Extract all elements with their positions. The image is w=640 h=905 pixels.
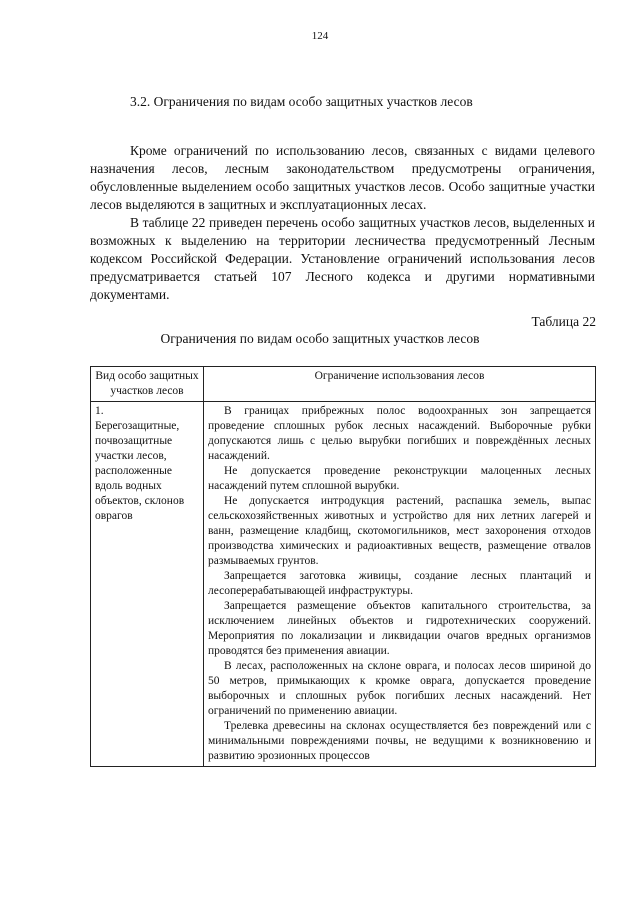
section-heading: 3.2. Ограничения по видам особо защитных участков лесов xyxy=(130,94,473,109)
type-number: 1. xyxy=(95,405,104,417)
table-header-row xyxy=(91,367,596,402)
body-paragraph: Кроме ограничений по использованию лесов, связанных с видами целевого назначения лесов, лесным законодательством предусмотрены ограничения, обусловленные выделением особо защитных участков лесов. Особо защитные участки лесов выделяются в защитных и эксплуатационных лесах. xyxy=(90,143,595,212)
page-number: 124 xyxy=(311,30,329,42)
restriction-paragraph: Запрещается заготовка живицы, создание лесных плантаций и лесоперерабатывающей инфраструктуры. xyxy=(208,570,591,597)
restriction-paragraph: Запрещается размещение объектов капитального строительства, за исключением линейных объектов и гидротехнических сооружений. Мероприятия по локализации и ликвидации очагов вредных организмов проводятся без применения авиации. xyxy=(208,600,591,657)
table-label: Таблица 22 xyxy=(531,314,596,329)
restriction-paragraph: Не допускается интродукция растений, распашка земель, выпас сельскохозяйственных животных и устройство для них летних лагерей и ванн, размещение кладбищ, скотомогильников, мест захоронения отходов производства химических и радиоактивных веществ, размещение отвалов размываемых грунтов. xyxy=(208,495,591,567)
header-forest-use-restriction: Ограничение использования лесов xyxy=(204,367,596,402)
restriction-paragraph: Трелевка древесины на склонах осуществляется без повреждений или с минимальными повреждениями почвы, не ведущими к возникновению и развитию эрозионных процессов xyxy=(208,720,591,762)
body-paragraph: В таблице 22 приведен перечень особо защитных участков лесов, выделенных и возможных к выделению на территории лесничества предусмотренный Лесным кодексом Российской Федерации. Установление ограничений использования лесов предуcматривается статьей 107 Лесного кодекса и другими нормативными документами. xyxy=(90,215,595,302)
restriction-paragraph: Не допускается проведение реконструкции малоценных лесных насаждений путем сплошной вырубки. xyxy=(208,465,591,492)
table-caption: Ограничения по видам особо защитных участков лесов xyxy=(160,331,480,346)
table-row xyxy=(91,402,596,767)
header-protected-area-type: Вид особо защитных участков лесов xyxy=(91,367,204,402)
restriction-paragraph: В лесах, расположенных на склоне оврага, и полосах лесов шириной до 50 метров, примыкающих к кромке оврага, допускается проведение выборочных и сплошных рубок погибших лесных насаждений. Нет ограничений по применению авиации. xyxy=(208,660,591,717)
body-text xyxy=(90,142,595,304)
protected-area-type-cell xyxy=(91,402,204,767)
restrictions-table xyxy=(90,366,596,767)
restriction-paragraph: В границах прибрежных полос водоохранных зон запрещается проведение сплошных рубок лесных насаждений. Выборочные рубки допускаются лишь с целью вырубки погибших и повреждённых лесных насаждений. xyxy=(208,405,591,462)
type-name: Берегозащитные, почвозащитные участки лесов, расположенные вдоль водных объектов, склонов оврагов xyxy=(95,420,185,522)
restrictions-cell xyxy=(204,402,596,767)
